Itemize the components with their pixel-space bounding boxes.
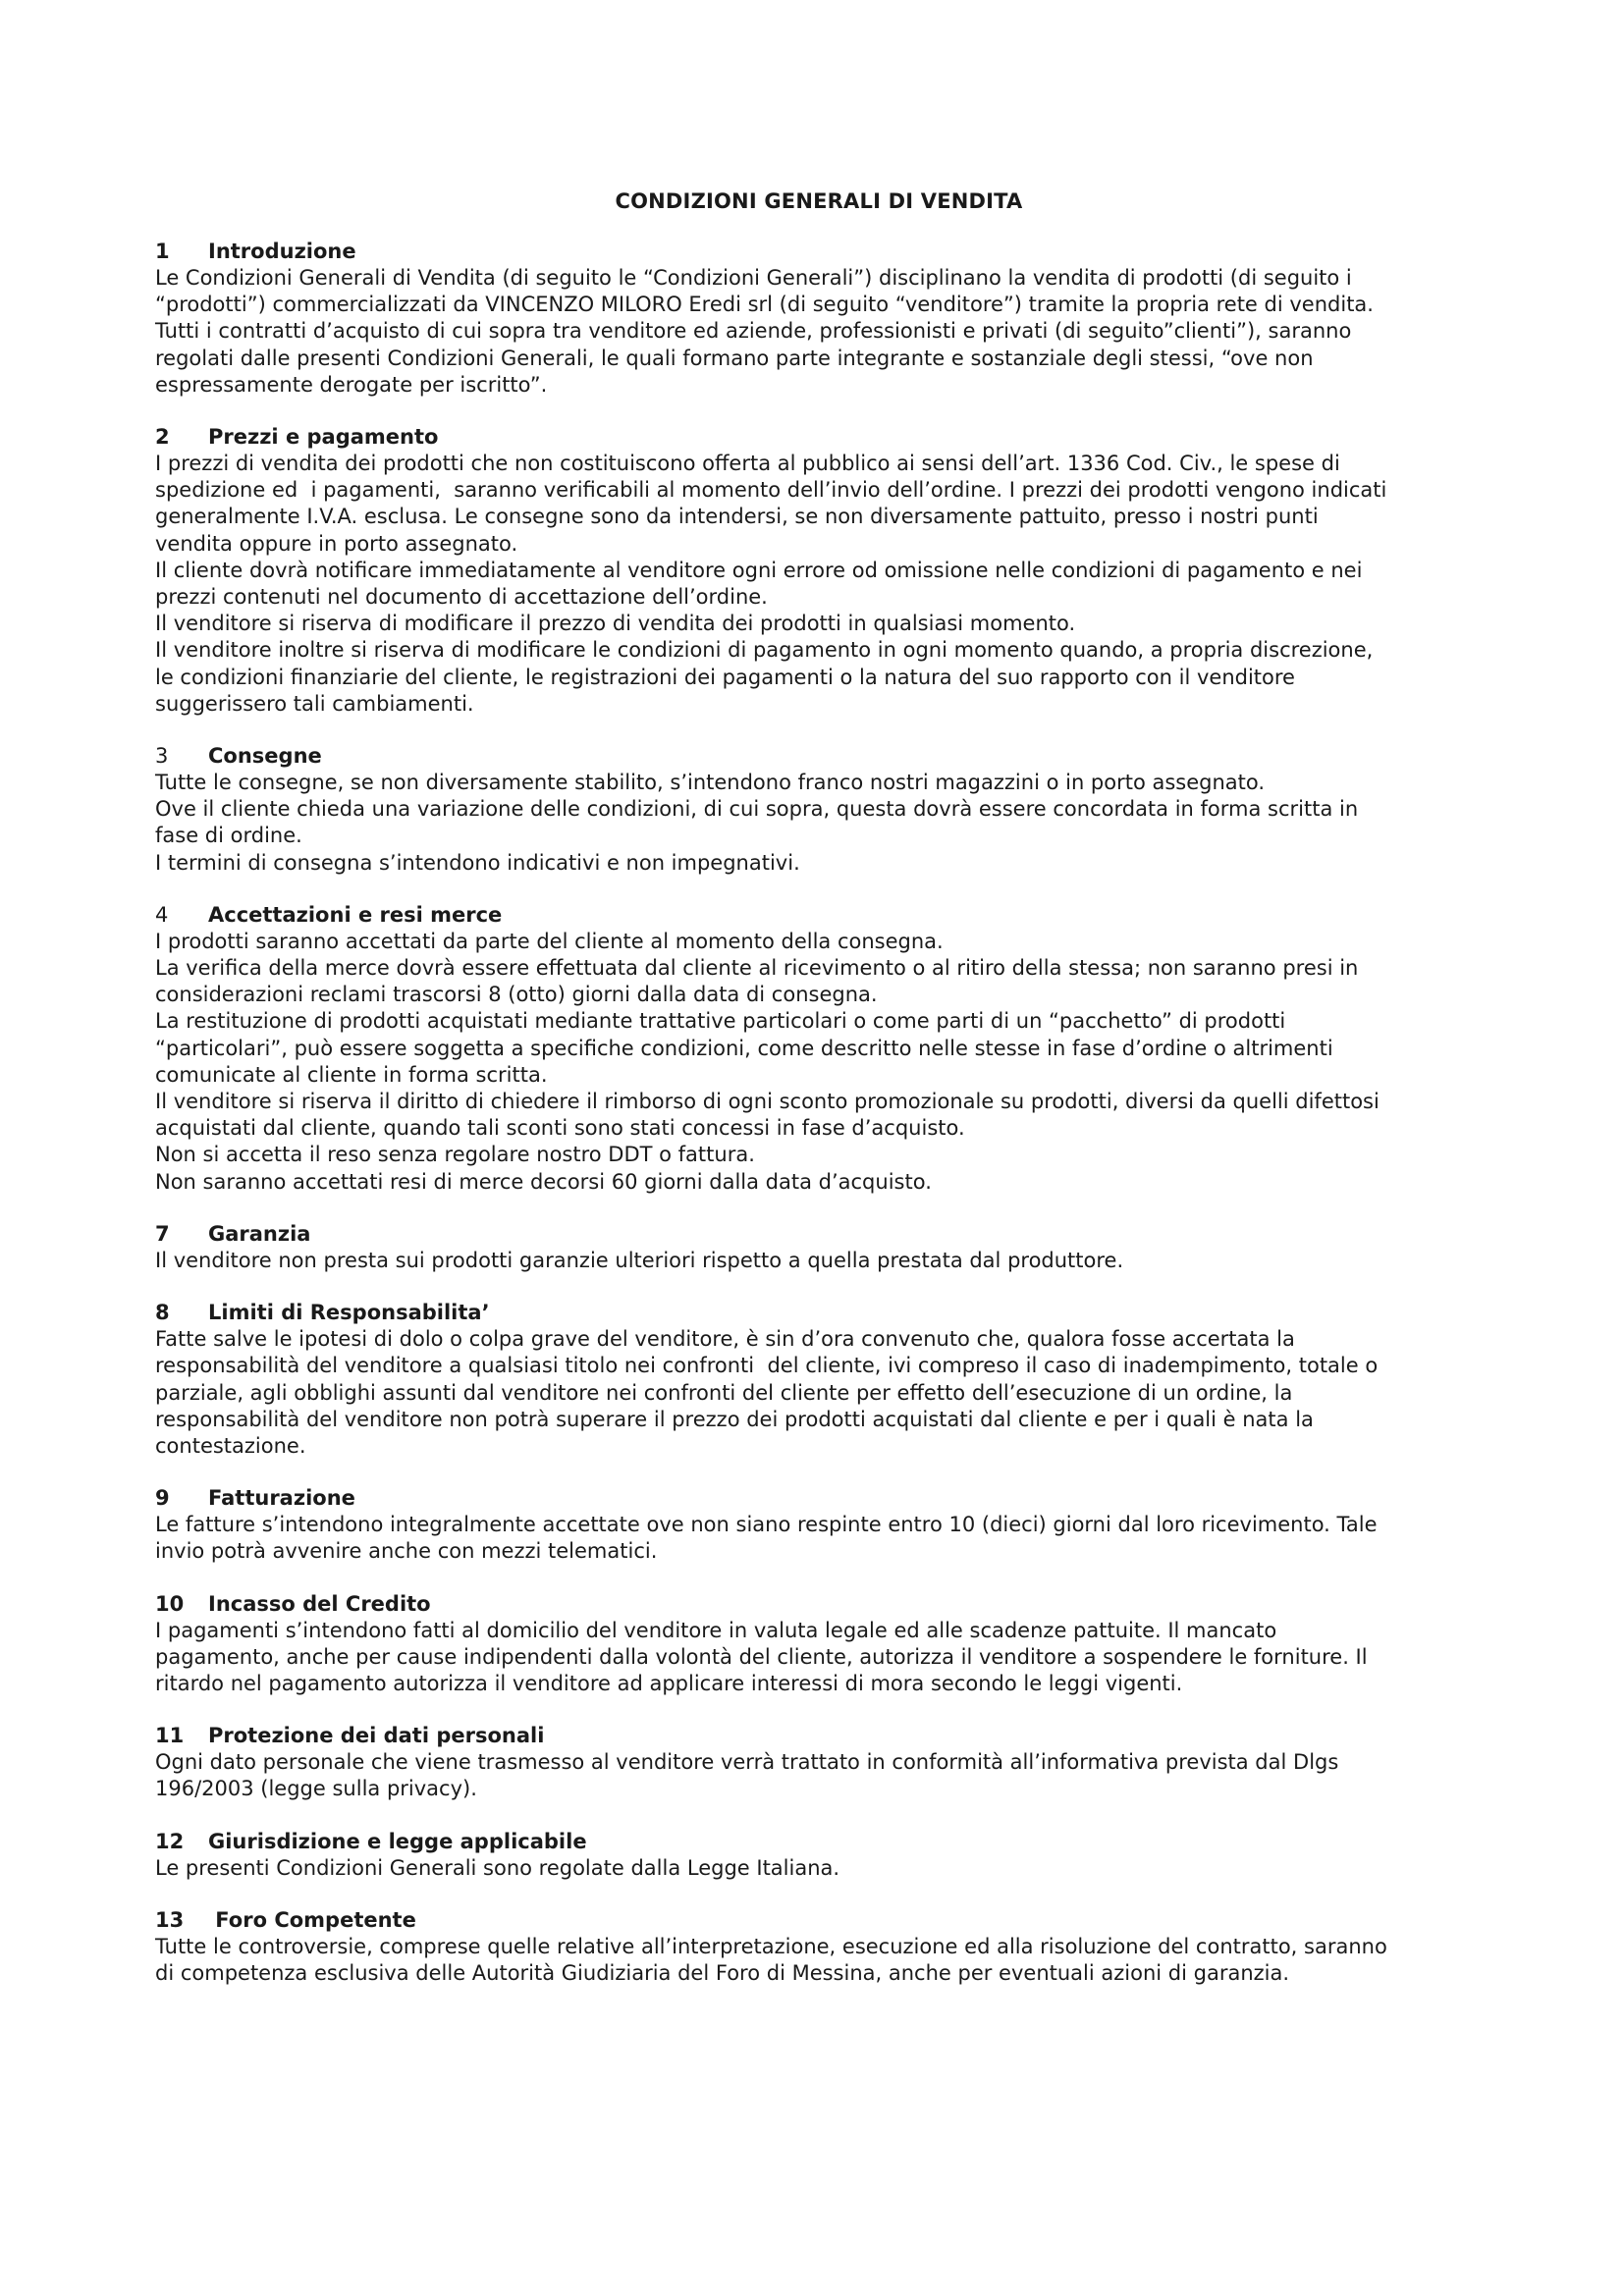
paragraph-line: La verifica della merce dovrà essere effettuata dal cliente al ricevimento o al ritiro della stessa; non saranno presi in	[155, 956, 1359, 981]
paragraph-line: “prodotti”) commercializzati da VINCENZO MILORO Eredi srl (di seguito “venditore”) tramite la propria rete di vendita.	[155, 293, 1374, 317]
paragraph-line: I prodotti saranno accettati da parte del cliente al momento della consegna.	[155, 929, 944, 953]
section-heading	[155, 1829, 1483, 1855]
section-heading	[155, 1591, 1483, 1618]
section-8	[155, 1300, 1483, 1460]
section-heading-text: Incasso del Credito	[208, 1591, 431, 1616]
document-page	[155, 188, 1483, 2012]
paragraph-line: Fatte salve le ipotesi di dolo o colpa grave del venditore, è sin d’ora convenuto che, qualora fosse accertata la	[155, 1327, 1295, 1352]
section-1	[155, 239, 1483, 399]
paragraph-line: Il venditore si riserva il diritto di chiedere il rimborso di ogni sconto promozionale su prodotti, diversi da quelli difettosi	[155, 1090, 1380, 1114]
paragraph-line: Tutte le consegne, se non diversamente stabilito, s’intendono franco nostri magazzini o in porto assegnato.	[155, 771, 1266, 795]
paragraph-line: comunicate al cliente in forma scritta.	[155, 1062, 548, 1087]
paragraph-line: Il venditore si riserva di modificare il prezzo di vendita dei prodotti in qualsiasi momento.	[155, 612, 1076, 636]
paragraph-line: contestazione.	[155, 1433, 306, 1458]
section-number: 12	[155, 1829, 185, 1853]
paragraph-line: generalmente I.V.A. esclusa. Le consegne sono da intendersi, se non diversamente pattuito, presso i nostri punti	[155, 505, 1319, 529]
section-7	[155, 1221, 1483, 1274]
paragraph-line: La restituzione di prodotti acquistati mediante trattative particolari o come parti di un “pacchetto” di prodotti	[155, 1009, 1286, 1034]
section-heading-text: Prezzi e pagamento	[208, 425, 439, 450]
paragraph-line: Non si accetta il reso senza regolare nostro DDT o fattura.	[155, 1143, 755, 1167]
paragraph-line: pagamento, anche per cause indipendenti dalla volontà del cliente, autorizza il venditore a sospendere le forniture. Il	[155, 1644, 1368, 1669]
paragraph-line: Le presenti Condizioni Generali sono regolate dalla Legge Italiana.	[155, 1855, 840, 1880]
section-13	[155, 1907, 1483, 1987]
section-3	[155, 743, 1483, 877]
paragraph-line: “particolari”, può essere soggetta a specifiche condizioni, come descritto nelle stesse in fase d’ordine o altrimenti	[155, 1036, 1333, 1060]
section-number: 13	[155, 1907, 185, 1932]
paragraph-line: regolati dalle presenti Condizioni Generali, le quali formano parte integrante e sostanziale degli stessi, “ove non	[155, 346, 1314, 370]
paragraph-line: Il venditore inoltre si riserva di modificare le condizioni di pagamento in ogni momento quando, a propria discrezione,	[155, 638, 1374, 663]
section-heading	[155, 1485, 1483, 1512]
paragraph-line: Il cliente dovrà notificare immediatamente al venditore ogni errore od omissione nelle condizioni di pagamento e nei	[155, 558, 1363, 582]
section-heading	[155, 1907, 1483, 1934]
section-number: 3	[155, 744, 169, 769]
section-9	[155, 1485, 1483, 1565]
paragraph-line: fase di ordine.	[155, 824, 302, 848]
paragraph-line: Non saranno accettati resi di merce decorsi 60 giorni dalla data d’acquisto.	[155, 1169, 932, 1194]
section-number: 7	[155, 1221, 170, 1246]
paragraph-line: Ove il cliente chieda una variazione delle condizioni, di cui sopra, questa dovrà essere concordata in forma scritta in	[155, 797, 1359, 822]
section-heading-text: Consegne	[208, 744, 322, 769]
section-2	[155, 424, 1483, 718]
section-heading-text: Limiti di Responsabilita’	[208, 1301, 490, 1325]
paragraph-line: espressamente derogate per iscritto”.	[155, 372, 548, 397]
paragraph-line: Tutte le controversie, comprese quelle relative all’interpretazione, esecuzione ed alla risoluzione del contratto, saranno	[155, 1934, 1387, 1958]
paragraph-line: suggerissero tali cambiamenti.	[155, 691, 474, 716]
section-heading-text: Introduzione	[208, 240, 356, 263]
section-10	[155, 1591, 1483, 1698]
paragraph-line: 196/2003 (legge sulla privacy).	[155, 1777, 477, 1801]
section-number: 10	[155, 1591, 185, 1616]
paragraph-line: Le fatture s’intendono integralmente accettate ove non siano respinte entro 10 (dieci) giorni dal loro ricevimento. Tale	[155, 1513, 1378, 1537]
section-12	[155, 1829, 1483, 1882]
section-heading-text: Garanzia	[208, 1221, 311, 1246]
paragraph-line: le condizioni finanziarie del cliente, le registrazioni dei pagamenti o la natura del suo rapporto con il venditore	[155, 665, 1295, 689]
section-heading-text: Fatturazione	[208, 1486, 355, 1511]
section-heading	[155, 239, 1483, 265]
section-number: 2	[155, 425, 170, 450]
sections-container	[155, 239, 1483, 1987]
paragraph-line: invio potrà avvenire anche con mezzi telematici.	[155, 1539, 658, 1564]
section-4	[155, 902, 1483, 1196]
paragraph-line: I prezzi di vendita dei prodotti che non costituiscono offerta al pubblico ai sensi dell’art. 1336 Cod. Civ., le spese di	[155, 452, 1340, 476]
section-heading-text: Accettazioni e resi merce	[208, 902, 503, 927]
section-heading	[155, 1723, 1483, 1749]
section-number: 4	[155, 902, 169, 927]
paragraph-line: acquistati dal cliente, quando tali sconti sono stati concessi in fase d’acquisto.	[155, 1116, 965, 1141]
section-number: 11	[155, 1724, 185, 1748]
paragraph-line: I termini di consegna s’intendono indicativi e non impegnativi.	[155, 850, 800, 875]
document-title: CONDIZIONI GENERALI DI VENDITA	[615, 189, 1023, 213]
paragraph-line: I pagamenti s’intendono fatti al domicilio del venditore in valuta legale ed alle scadenze pattuite. Il mancato	[155, 1618, 1277, 1642]
section-heading-text: Protezione dei dati personali	[208, 1724, 545, 1748]
section-heading-text: Foro Competente	[208, 1907, 416, 1932]
section-number: 9	[155, 1486, 170, 1511]
paragraph-line: di competenza esclusiva delle Autorità Giudiziaria del Foro di Messina, anche per eventuali azioni di garanzia.	[155, 1960, 1290, 1985]
paragraph-line: prezzi contenuti nel documento di accettazione dell’ordine.	[155, 585, 768, 610]
section-heading	[155, 424, 1483, 451]
section-heading-text: Giurisdizione e legge applicabile	[208, 1829, 587, 1853]
section-11	[155, 1723, 1483, 1802]
section-heading	[155, 902, 1483, 929]
section-number: 8	[155, 1301, 170, 1325]
paragraph-line: Il venditore non presta sui prodotti garanzie ulteriori rispetto a quella prestata dal produttore.	[155, 1248, 1124, 1272]
paragraph-line: spedizione ed i pagamenti, saranno verificabili al momento dell’invio dell’ordine. I prezzi dei prodotti vengono indicati	[155, 478, 1387, 503]
paragraph-line: ritardo nel pagamento autorizza il venditore ad applicare interessi di mora secondo le leggi vigenti.	[155, 1671, 1183, 1695]
section-number: 1	[155, 240, 170, 263]
paragraph-line: Tutti i contratti d’acquisto di cui sopra tra venditore ed aziende, professionisti e privati (di seguito”clienti”), saranno	[155, 319, 1352, 344]
paragraph-line: vendita oppure in porto assegnato.	[155, 531, 518, 556]
paragraph-line: Le Condizioni Generali di Vendita (di seguito le “Condizioni Generali”) disciplinano la vendita di prodotti (di seguito i	[155, 266, 1352, 290]
paragraph-line: considerazioni reclami trascorsi 8 (otto) giorni dalla data di consegna.	[155, 983, 878, 1007]
paragraph-line: responsabilità del venditore a qualsiasi titolo nei confronti del cliente, ivi compreso il caso di inadempimento, totale o	[155, 1354, 1379, 1378]
section-heading	[155, 1300, 1483, 1326]
paragraph-line: Ogni dato personale che viene trasmesso al venditore verrà trattato in conformità all’informativa prevista dal Dlgs	[155, 1750, 1339, 1775]
section-heading	[155, 1221, 1483, 1248]
section-heading	[155, 743, 1483, 770]
paragraph-line: responsabilità del venditore non potrà superare il prezzo dei prodotti acquistati dal cliente e per i quali è nata la	[155, 1407, 1314, 1431]
paragraph-line: parziale, agli obblighi assunti dal venditore nei confronti del cliente per effetto dell’esecuzione di un ordine, la	[155, 1380, 1293, 1405]
